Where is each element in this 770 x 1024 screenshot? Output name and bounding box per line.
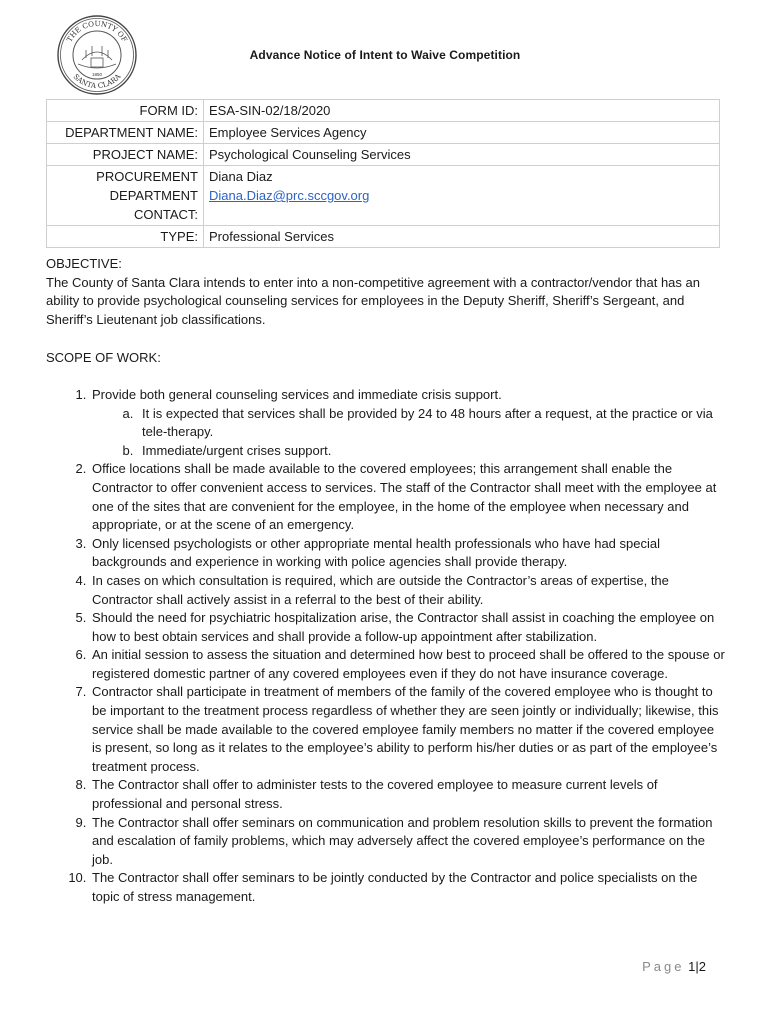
seal-year: 1850 <box>91 72 103 77</box>
list-item: 9. The Contractor shall offer seminars on communication and problem resolution skills to prevent the formation and escalation of family problems, which may adversely affect the covered employee’s performance on the job. <box>90 814 726 870</box>
contact-name: Diana Diaz <box>209 169 273 184</box>
list-item: b. Immediate/urgent crises support. <box>137 442 726 461</box>
list-item: 7. Contractor shall participate in treatment of members of the family of the covered employee who is thought to be important to the treatment process regardless of whether they are seen jointly or individually; likewise, this service shall be made available to the covered employee family members no matter if the covered employee is present, so long as it relates to the employee’s ability to perform his/her duties or as part of the employee’s treatment process. <box>90 683 726 776</box>
seal-ring-top: THE COUNTY OF <box>64 18 130 44</box>
page-separator: | <box>695 959 699 974</box>
table-row <box>47 226 720 248</box>
list-item: 8. The Contractor shall offer to administer tests to the covered employee to measure current levels of professional and personal stress. <box>90 776 726 813</box>
list-item: 5. Should the need for psychiatric hospitalization arise, the Contractor shall assist in coaching the employee on how to best obtain services and shall provide a follow-up appointment after stabilization. <box>90 609 726 646</box>
table-row <box>47 166 720 226</box>
list-item: a. It is expected that services shall be provided by 24 to 48 hours after a request, at the practice or via tele-therapy. <box>137 405 726 442</box>
table-row <box>47 100 720 122</box>
document-body <box>46 255 726 907</box>
list-item: 3. Only licensed psychologists or other appropriate mental health professionals who have had special backgrounds and experience in working with police agencies shall provide therapy. <box>90 535 726 572</box>
page-current: 1 <box>688 959 696 974</box>
scope-sublist <box>92 405 726 461</box>
scope-heading: SCOPE OF WORK: <box>46 350 161 366</box>
project-name-value: Psychological Counseling Services <box>204 144 720 166</box>
department-name-value: Employee Services Agency <box>204 122 720 144</box>
page-number-footer <box>642 959 706 974</box>
page-total: 2 <box>698 959 706 974</box>
project-name-label: PROJECT NAME: <box>47 144 204 166</box>
table-row <box>47 144 720 166</box>
form-info-table <box>46 99 720 248</box>
list-item: 6. An initial session to assess the situation and determined how best to proceed shall be offered to the spouse or registered domestic partner of any covered employees even if they do not have insurance coverage. <box>90 646 726 683</box>
scope-list <box>46 386 726 907</box>
procurement-contact-cell <box>204 166 720 226</box>
contact-email-link[interactable]: Diana.Diaz@prc.sccgov.org <box>209 188 370 203</box>
page-word: Page <box>642 959 685 974</box>
type-label: TYPE: <box>47 226 204 248</box>
seal-ring-bottom: SANTA CLARA <box>71 71 123 91</box>
scope-item-text: Provide both general counseling services and immediate crisis support. <box>92 386 502 402</box>
form-id-label: FORM ID: <box>47 100 204 122</box>
document-title: Advance Notice of Intent to Waive Competition <box>249 48 521 62</box>
list-item <box>90 386 726 460</box>
list-item: 4. In cases on which consultation is required, which are outside the Contractor’s areas of expertise, the Contractor shall actively assist in a referral to the best of their ability. <box>90 572 726 609</box>
objective-text: The County of Santa Clara intends to enter into a non-competitive agreement with a contractor/vendor that has an ability to provide psychological counseling services for employees in the Deputy Sheriff, Sheriff’s Sergeant, and Sheriff’s Lieutenant job classifications. <box>46 274 700 327</box>
procurement-contact-label: PROCUREMENT DEPARTMENT CONTACT: <box>47 166 204 226</box>
list-item: 10. The Contractor shall offer seminars to be jointly conducted by the Contractor and police specialists on the topic of stress management. <box>90 869 726 906</box>
type-value: Professional Services <box>204 226 720 248</box>
list-item: 2. Office locations shall be made available to the covered employees; this arrangement shall enable the Contractor to offer convenient access to services. The staff of the Contractor shall meet with the employee at one of the sites that are convenient for the employee, in the home of the employee when necessary and appropriate, or at the scene of an emergency. <box>90 460 726 534</box>
department-name-label: DEPARTMENT NAME: <box>47 122 204 144</box>
objective-heading: OBJECTIVE: <box>46 256 122 271</box>
form-id-value: ESA-SIN-02/18/2020 <box>204 100 720 122</box>
table-row <box>47 122 720 144</box>
